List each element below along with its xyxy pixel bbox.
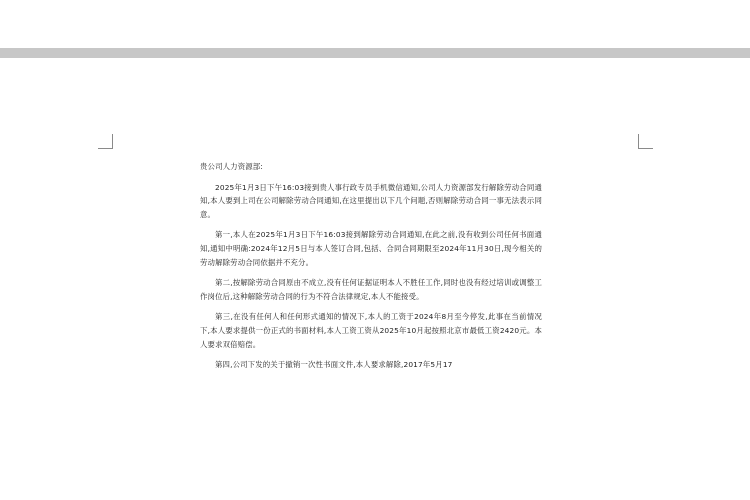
ruler-bar	[0, 48, 750, 58]
top-blank-area	[0, 0, 750, 48]
salutation: 贵公司人力资源部:	[200, 162, 263, 171]
paragraph-4: 第三,在没有任何人和任何形式通知的情况下,本人的工资于2024年8月至今停发,此事在当前情况下,本人要求提供一份正式的书面材料,本人工资工资从2025年10月起按照北京市最低工资2420元。本人要求双倍赔偿。	[200, 312, 542, 349]
paragraph-1: 2025年1月3日下午16:03接到贵人事行政专员手机微信通知,公司人力资源部发行解除劳动合同通知,本人要到上司在公司解除劳动合同通知,在这里提出以下几个问题,否则解除劳动合同一事无法表示同意。	[200, 182, 542, 219]
document-page[interactable]	[200, 160, 542, 500]
paragraph-2: 第一,本人在2025年1月3日下午16:03接到解除劳动合同通知,在此之前,没有收到公司任何书面通知,通知中明确:2024年12月5日与本人签订合同,包括、合同合同期限至2024年11月30日,现今相关的劳动解除劳动合同依据并不充分。	[200, 230, 542, 267]
paragraph-3: 第二,按解除劳动合同原由不成立,没有任何证据证明本人不胜任工作,同时也没有经过培训或调整工作岗位后,这种解除劳动合同的行为不符合法律规定,本人不能接受。	[200, 278, 542, 301]
margin-corner-mark-right	[638, 134, 653, 149]
paragraph-5: 第四,公司下发的关于撤销一次性书面文件,本人要求解除,2017年5月17	[215, 360, 453, 370]
margin-corner-mark-left	[98, 134, 113, 149]
